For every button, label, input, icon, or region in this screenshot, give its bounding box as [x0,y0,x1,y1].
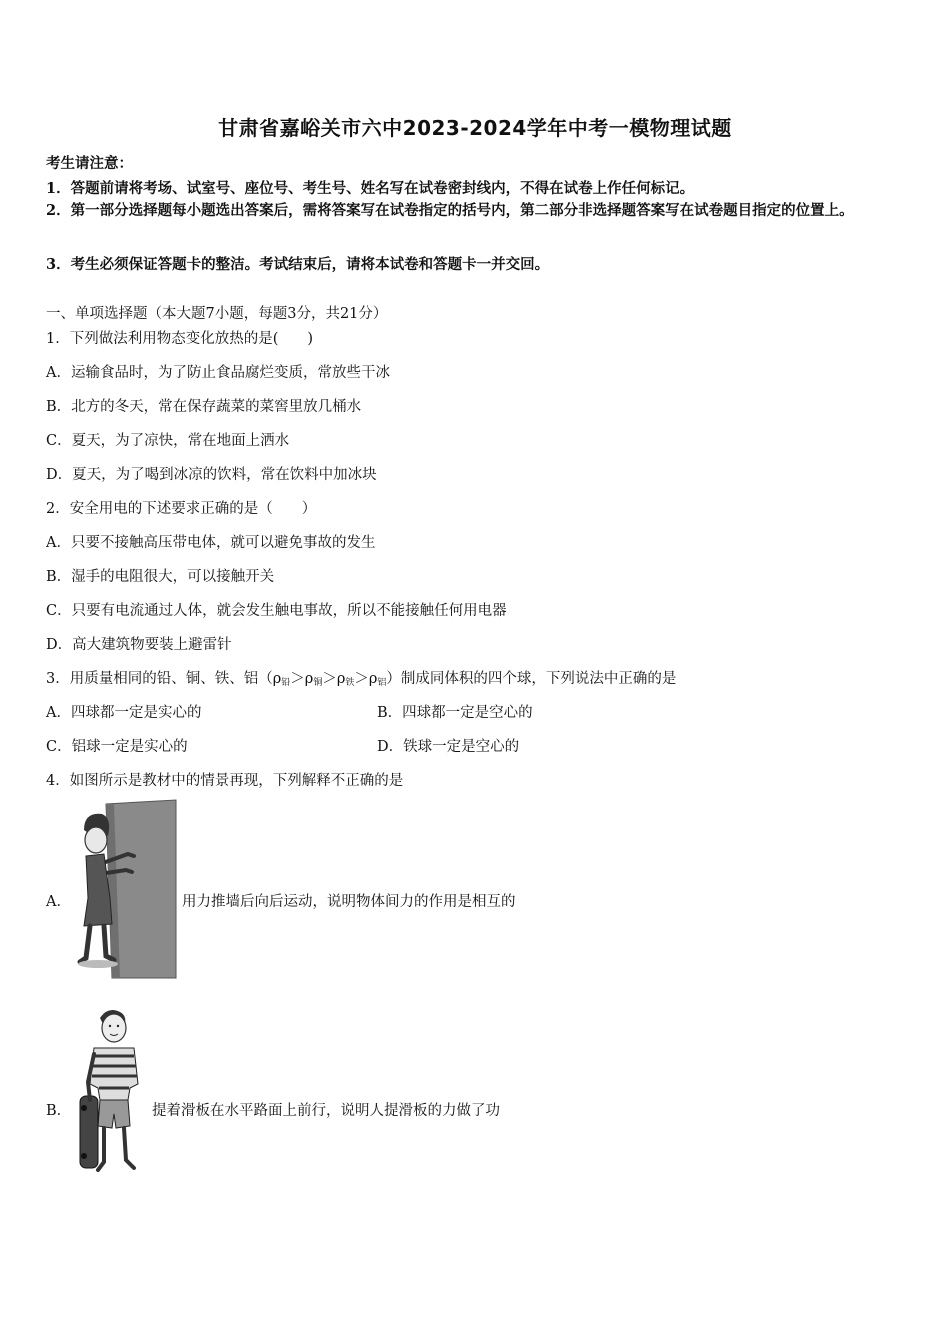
sub-copper: 铜 [313,678,323,688]
q4-option-a-text: 用力推墙后向后运动，说明物体间力的作用是相互的 [182,894,516,910]
q1-option-d: D．夏天，为了喝到冰凉的饮料，常在饮料中加冰块 [46,467,377,483]
q1-option-a: A．运输食品时，为了防止食品腐烂变质，常放些干冰 [46,365,390,381]
q2-option-b: B．湿手的电阻很大，可以接触开关 [46,569,275,585]
q2-option-d: D．高大建筑物要装上避雷针 [46,637,232,653]
q4-option-b-text: 提着滑板在水平路面上前行，说明人提滑板的力做了功 [152,1103,500,1119]
q1-option-b: B．北方的冬天，常在保存蔬菜的菜窖里放几桶水 [46,399,362,415]
q3-stem-post: ）制成同体积的四个球，下列说法中正确的是 [386,671,677,687]
q2-stem: 2．安全用电的下述要求正确的是（ ） [46,501,317,517]
notice-item-1: 1．答题前请将考场、试室号、座位号、考生号、姓名写在试卷密封线内，不得在试卷上作任何标记。 [46,180,695,197]
sub-iron: 铁 [345,678,355,688]
rho-symbol: ρ [272,671,282,687]
q1-option-c: C．夏天，为了凉快，常在地面上洒水 [46,433,290,449]
q2-option-a: A．只要不接触高压带电体，就可以避免事故的发生 [46,535,376,551]
q1-stem: 1．下列做法利用物态变化放热的是( ) [46,331,314,347]
q3-option-c: C．铝球一定是实心的 [46,739,188,755]
q3-option-b: B．四球都一定是空心的 [377,705,533,721]
rho-symbol: ρ [368,671,378,687]
notice-item-2: 2．第一部分选择题每小题选出答案后，需将答案写在试卷指定的括号内，第二部分非选择题答案写在试卷题目指定的位置上。 [46,202,854,219]
notice-heading: 考生请注意： [46,155,133,172]
greater-than: ＞ [322,671,337,687]
q4-option-a-label: A． [46,894,71,910]
q2-option-c: C．只要有电流通过人体，就会发生触电事故，所以不能接触任何用电器 [46,603,507,619]
q3-option-d: D．铁球一定是空心的 [377,739,520,755]
skateboard-person-figure [76,1004,152,1182]
q3-stem-pre: 3．用质量相同的铅、铜、铁、铝（ [46,671,273,687]
q3-option-a: A．四球都一定是实心的 [46,705,202,721]
sub-lead: 铅 [281,678,291,688]
rho-symbol: ρ [304,671,314,687]
rho-symbol: ρ [336,671,346,687]
greater-than: ＞ [290,671,305,687]
push-wall-figure [76,798,180,980]
notice-item-3: 3．考生必须保证答题卡的整洁。考试结束后，请将本试卷和答题卡一并交回。 [46,256,550,273]
q3-stem [46,667,676,688]
q4-stem: 4．如图所示是教材中的情景再现，下列解释不正确的是 [46,773,404,789]
q4-option-b-label: B． [46,1103,72,1119]
section-heading: 一、单项选择题（本大题7小题，每题3分，共21分） [46,306,388,322]
sub-aluminum: 铝 [377,678,387,688]
page-title: 甘肃省嘉峪关市六中2023-2024学年中考一模物理试题 [218,116,732,140]
greater-than: ＞ [354,671,369,687]
